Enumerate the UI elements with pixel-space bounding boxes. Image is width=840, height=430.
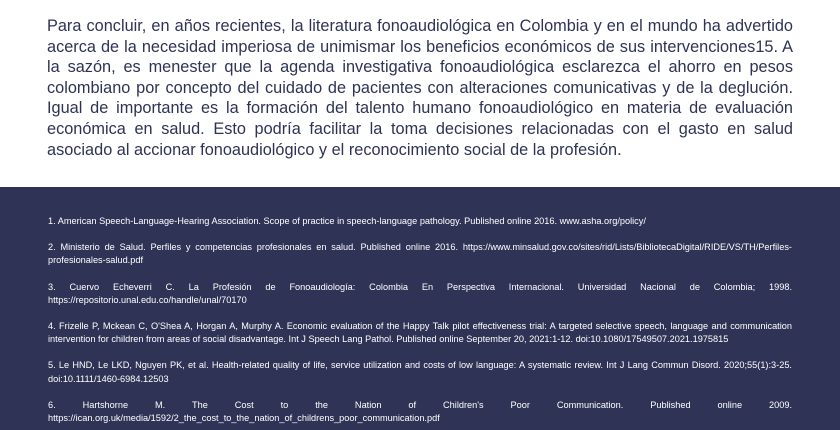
- reference-item: 2. Ministerio de Salud. Perfiles y competencias profesionales en salud. Published online 2016. https://www.minsalud.gov.co/sites/rid/Lists/BibliotecaDigital/RIDE/VS/TH/Perfiles-profesionales-salud.pdf: [48, 242, 792, 266]
- reference-item: 3. Cuervo Echeverri C. La Profesión de Fonoaudiología: Colombia En Perspectiva Internacional. Universidad Nacional de Colombia; 1998. https://repositorio.unal.edu.co/handle/unal/70170: [48, 281, 792, 305]
- reference-item: 4. Frizelle P, Mckean C, O'Shea A, Horgan A, Murphy A. Economic evaluation of the Happy Talk pilot effectiveness trial: A targeted selective speech, language and communication intervention for children from areas of social disadvantage. Int J Speech Lang Pathol. Published online September 20, 2021:1-12. doi:10.1080/17549507.2021.1975815: [48, 321, 792, 345]
- reference-item: 1. American Speech-Language-Hearing Association. Scope of practice in speech-language pathology. Published online 2016. www.asha.org/policy/: [48, 216, 646, 226]
- reference-item: 6. Hartshorne M. The Cost to the Nation of Children's Poor Communication. Published online 2009. https://ican.org.uk/media/1592/2_the_cost_to_the_nation_of_childrens_poor_communication.pdf: [48, 399, 792, 424]
- reference-item: 5. Le HND, Le LKD, Nguyen PK, et al. Health-related quality of life, service utilization and costs of low language: A systematic review. Int J Lang Commun Disord. 2020;55(1):3-25. doi:10.1111/1460-6984.12503: [48, 360, 792, 384]
- references-section: [0, 187, 840, 430]
- conclusion-paragraph: Para concluir, en años recientes, la literatura fonoaudiológica en Colombia y en el mundo ha advertido acerca de la necesidad imperiosa de unimismar los beneficios económicos de sus intervenciones15. A la sazón, es menester que la agenda investigativa fonoaudiológica esclarezca el ahorro en pesos colombiano por concepto del cuidado de pacientes con alteraciones comunicativas y de la deglución. Igual de importante es la formación del talento humano fonoaudiológico en materia de evaluación económica en salud. Esto podría facilitar la toma decisiones relacionadas con el gasto en salud asociado al accionar fonoaudiológico y el reconocimiento social de la profesión.: [47, 17, 793, 159]
